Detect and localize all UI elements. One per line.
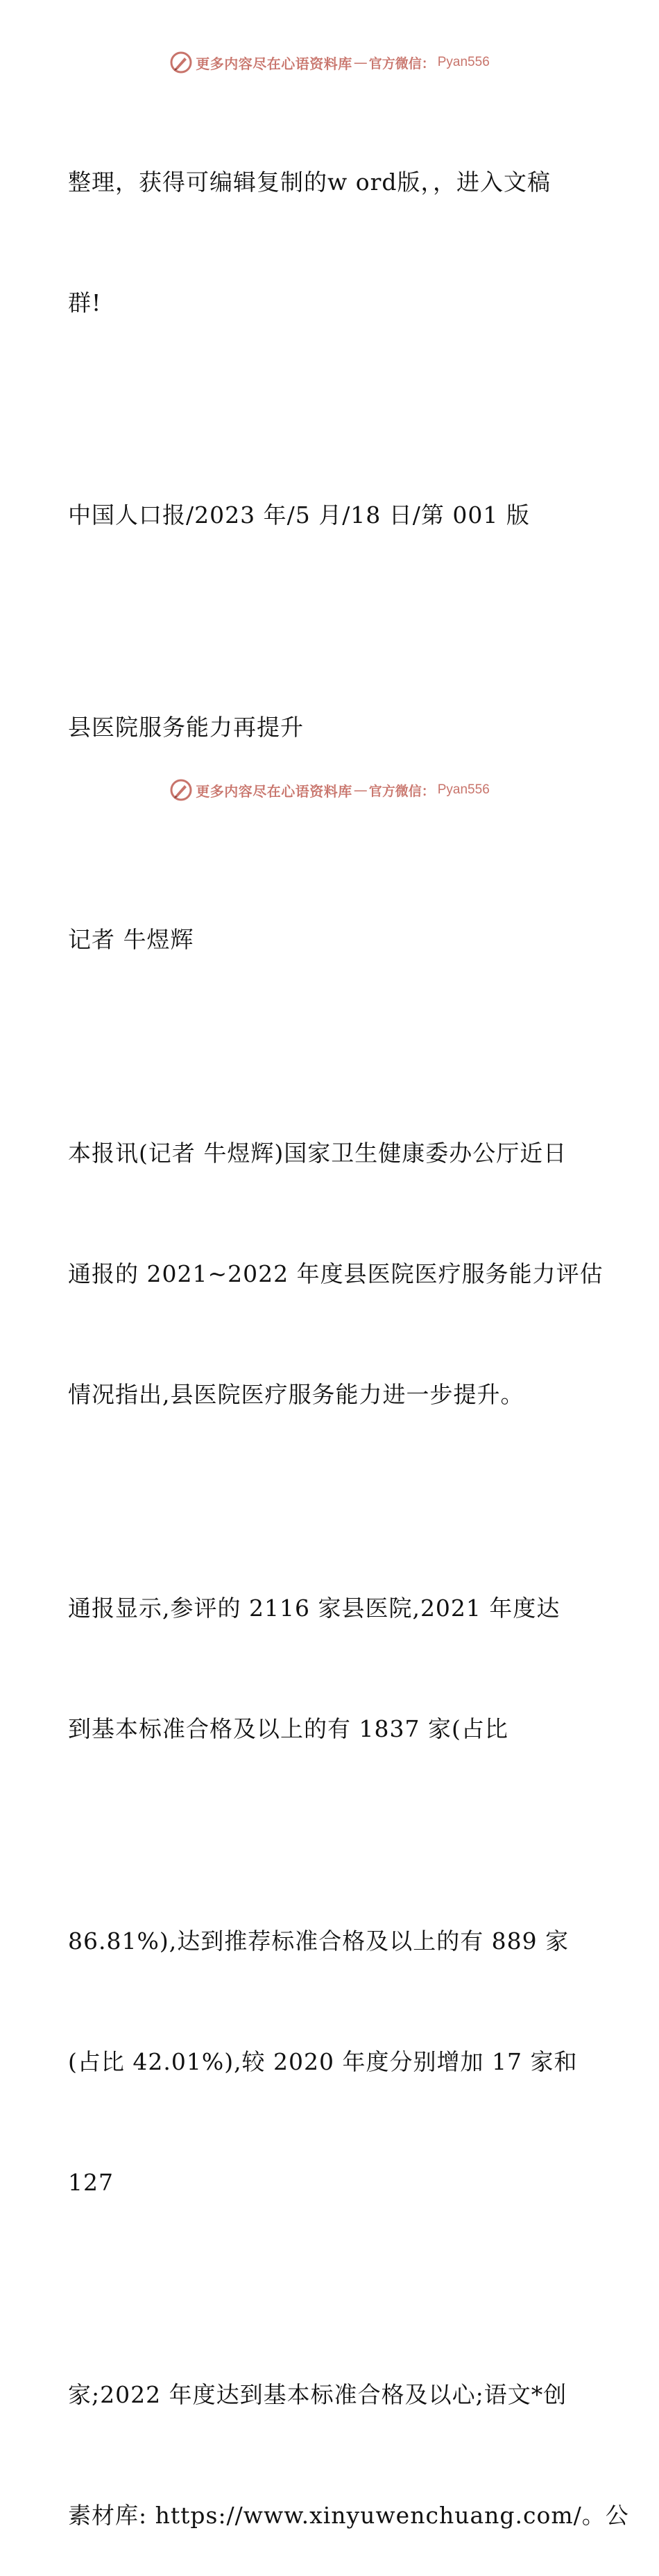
source-line: 中国人口报/2023 年/5 月/18 日/第 001 版 [68,501,530,529]
banner-title: 更多内容尽在心语资料库 [196,782,352,800]
byline: 记者 牛煜辉 [68,926,194,953]
banner-contact-label: 官方微信： [368,55,435,71]
doc-line: 家;2022 年度达到基本标准合格及以心;语文*创 [68,2381,567,2408]
doc-line: 通报显示,参评的 2116 家县医院,2021 年度达 [68,1595,560,1622]
banner-dash: — [353,54,368,71]
footer-watermark-banner [0,776,659,804]
banner-contact-label: 官方微信： [368,783,435,799]
doc-line: 到基本标准合格及以上的有 1837 家(占比 [68,1715,508,1742]
doc-line: 通报的 2021~2022 年度县医院医疗服务能力评估 [68,1260,604,1287]
doc-line: (占比 42.01%),较 2020 年度分别增加 17 家和 [68,2048,578,2075]
banner-contact-id: Pyan556 [437,55,490,69]
article-title: 县医院服务能力再提升 [68,714,304,741]
doc-line: 127 [68,2169,114,2196]
banner-title: 更多内容尽在心语资料库 [196,55,352,72]
doc-line: 素材库: https://www.xinyuwenchuang.com/。公 [68,2502,629,2529]
doc-line: 本报讯(记者 牛煜辉)国家卫生健康委办公厅近日 [68,1140,567,1167]
doc-line: 86.81%),达到推荐标准合格及以上的有 889 家 [68,1927,570,1955]
doc-line: 整理，获得可编辑复制的w ord版，，进入文稿 [68,169,551,196]
banner-dash: — [353,782,368,798]
header-watermark-banner [0,49,659,76]
pen-logo-icon [169,51,193,74]
document-body [68,82,629,2576]
banner-contact-id: Pyan556 [437,782,490,797]
doc-line: 群! [68,289,102,316]
pen-logo-icon [169,778,193,802]
doc-line: 情况指出,县医院医疗服务能力进一步提升。 [68,1381,524,1408]
